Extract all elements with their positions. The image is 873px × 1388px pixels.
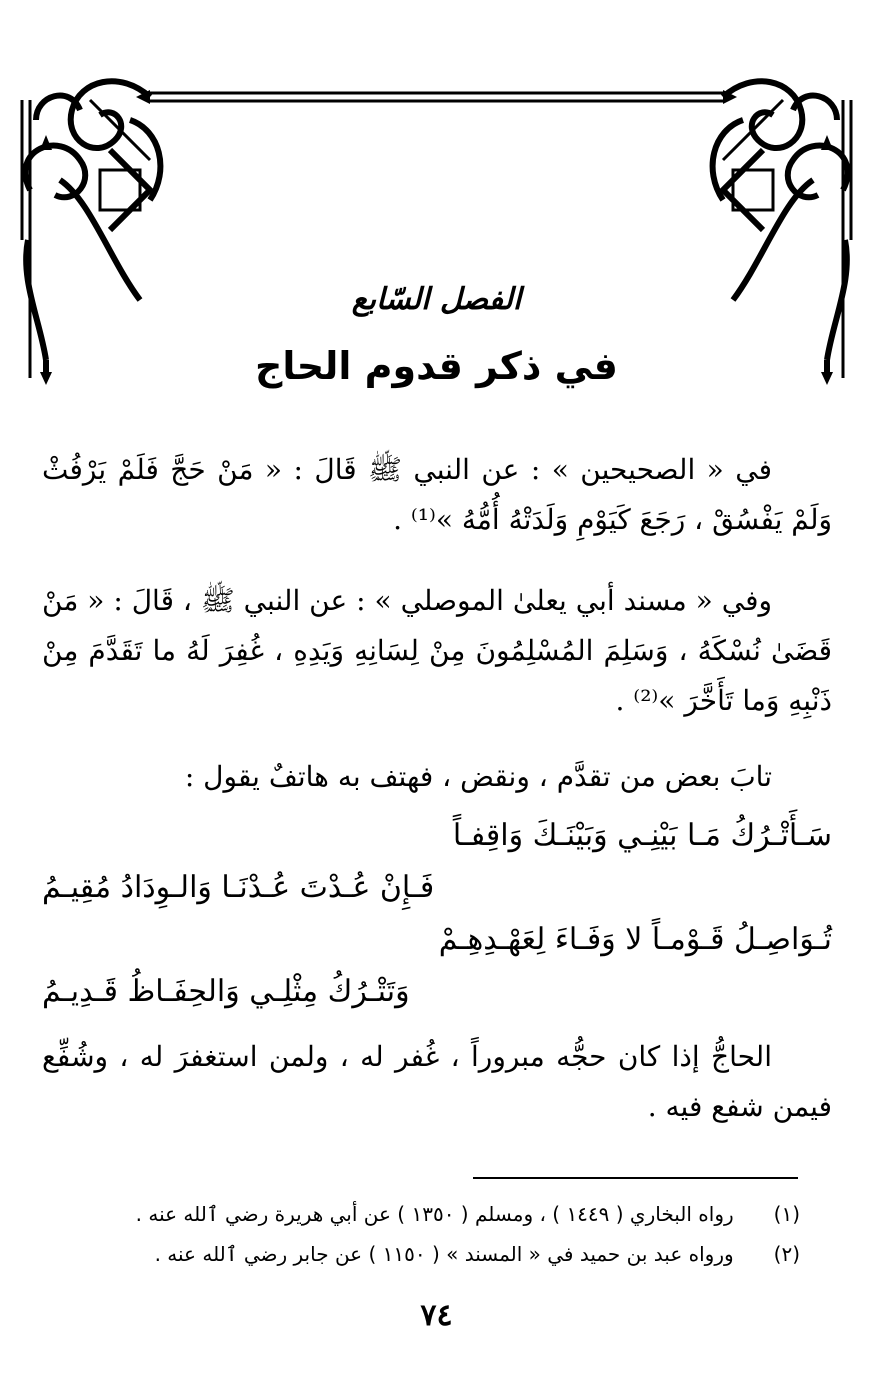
footnote-text: رواه البخاري ( ١٤٤٩ ) ، ومسلم ( ١٣٥٠ ) عن أبي هريرة رضي ٱلله عنه . <box>135 1202 734 1226</box>
footnote-divider <box>473 1177 798 1179</box>
footnote-number: (١) <box>773 1202 800 1226</box>
chapter-title: في ذكر قدوم الحاج <box>255 344 618 388</box>
footnote <box>60 1202 800 1226</box>
decorative-frame-ornament <box>0 0 873 400</box>
chapter-label: الفصل السّابع <box>351 282 522 317</box>
paragraph-1: في « الصحيحين » : عن النبي ﷺ قَالَ : « مَنْ حَجَّ فَلَمْ يَرْفُثْ وَلَمْ يَفْسُقْ ، رَجَعَ كَيَوْمِ وَلَدَتْهُ أُمُّهُ »⁽¹⁾ . <box>42 453 832 536</box>
footnote <box>60 1242 800 1266</box>
paragraph-3: تابَ بعض من تقدَّم ، ونقض ، فهتف به هاتفٌ يقول : <box>184 760 772 793</box>
poem <box>42 810 832 1018</box>
closing-paragraph: الحاجُّ إذا كان حجُّه مبروراً ، غُفر له ، ولمن استغفرَ له ، وشُفِّع فيمن شفع فيه . <box>42 1040 832 1123</box>
poem-line: سَـأَتْـرُكُ مَـا بَيْنِـي وَبَيْنَـكَ وَاقِفـاً <box>452 818 832 853</box>
footnote-number: (٢) <box>773 1242 800 1266</box>
poem-line: فَـإِنْ عُـدْتَ عُـدْنَـا وَالـوِدَادُ مُقِيـمُ <box>42 870 435 905</box>
paragraph-2: وفي « مسند أبي يعلىٰ الموصلي » : عن النبي ﷺ ، قَالَ : « مَنْ قَضَىٰ نُسْكَهُ ، وَسَلِمَ المُسْلِمُونَ مِنْ لِسَانِهِ وَيَدِهِ ، غُفِرَ لَهُ ما تَقَدَّمَ مِنْ ذَنْبِهِ وَما تَأَخَّرَ »⁽²⁾ . <box>42 584 832 717</box>
page-number: ٧٤ <box>420 1298 453 1333</box>
footnote-text: ورواه عبد بن حميد في « المسند » ( ١١٥٠ ) عن جابر رضي ٱلله عنه . <box>154 1242 734 1266</box>
poem-line: تُـوَاصِـلُ قَـوْمـاً لا وَفَـاءَ لِعَهْـدِهِـمْ <box>438 922 832 957</box>
poem-line: وَتَتْـرُكُ مِثْلِـي وَالحِفَـاظُ قَـدِيـمُ <box>42 974 410 1009</box>
